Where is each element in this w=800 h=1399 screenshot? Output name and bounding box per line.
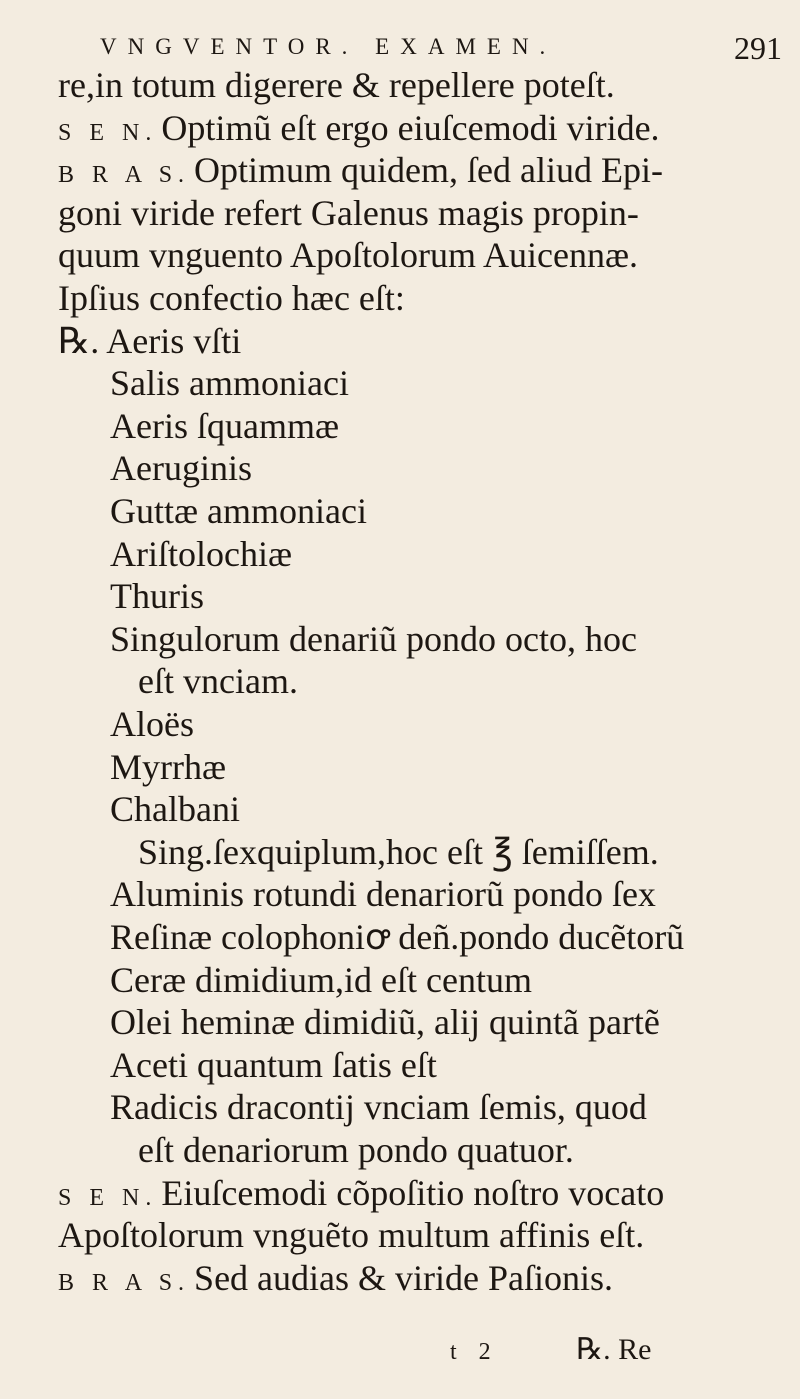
line-text: Radicis dracontij vnciam ſemis, quod — [110, 1087, 647, 1128]
line-text: quum vnguento Apoſtolorum Auicennæ. — [58, 235, 638, 276]
text-line — [58, 1257, 613, 1304]
line-text: Aloës — [110, 704, 194, 744]
text-line — [110, 618, 637, 660]
text-line — [138, 1129, 574, 1171]
catchword: ℞. Re — [576, 1333, 652, 1366]
line-text: Reſinæ colophoniꝍ deñ.pondo ducẽtorũ — [110, 917, 685, 957]
line-text: Aluminis rotundi denariorũ pondo ſex — [110, 874, 656, 915]
header-title: VNGVENTOR. EXAMEN. — [100, 34, 557, 59]
signature-mark: t 2 — [450, 1339, 499, 1365]
line-text: Aeruginis — [110, 448, 252, 489]
text-line — [110, 1044, 437, 1086]
line-text: Optimũ eſt ergo eiuſcemodi viride. — [161, 107, 660, 148]
line-text: Salis ammoniaci — [110, 363, 349, 404]
speaker-label: B R A S. — [58, 162, 191, 189]
text-line — [58, 277, 405, 319]
text-line — [58, 320, 241, 362]
text-line — [110, 916, 684, 958]
text-line — [138, 831, 659, 873]
text-line — [58, 107, 660, 154]
line-text: Apoſtolorum vnguẽto multum affinis eſt. — [58, 1215, 645, 1256]
line-text: re,in totum digerere & repellere poteſt. — [58, 65, 615, 105]
text-line — [110, 575, 204, 617]
text-line — [110, 788, 240, 830]
text-line — [58, 234, 638, 276]
text-line — [58, 192, 639, 234]
text-line — [58, 149, 663, 196]
page-number: 291 — [734, 30, 782, 66]
text-line — [110, 703, 194, 745]
text-line — [110, 447, 252, 489]
text-line — [110, 405, 339, 447]
line-text: Guttæ ammoniaci — [110, 491, 367, 531]
line-text: Thuris — [110, 576, 204, 617]
speaker-label: S E N. — [58, 119, 158, 146]
line-text: Optimum quidem, ſed aliud Epi- — [194, 150, 663, 191]
text-line — [110, 959, 532, 1001]
line-text: Myrrhæ — [110, 746, 226, 787]
line-text: goni viride refert Galenus magis propin- — [58, 192, 639, 233]
line-text: ℞. Aeris vſti — [58, 320, 242, 361]
line-text: Singulorum denariũ pondo octo, hoc — [110, 618, 637, 659]
text-line — [58, 1172, 664, 1219]
line-text: eſt denariorum pondo quatuor. — [138, 1130, 574, 1170]
text-line — [110, 533, 292, 575]
line-text: Olei heminæ dimidiũ, alij quintã partẽ — [110, 1002, 660, 1043]
text-line — [110, 873, 656, 915]
line-text: Sing.ſexquiplum,hoc eſt ℥ ſemiſſem. — [138, 831, 659, 872]
line-text: Aeris ſquammæ — [110, 405, 339, 446]
text-line — [110, 490, 367, 532]
line-text: Sed audias & viride Paſionis. — [194, 1257, 614, 1298]
line-text: Ariſtolochiæ — [110, 533, 292, 574]
line-text: eſt vnciam. — [138, 661, 298, 702]
speaker-label: B R A S. — [58, 1269, 191, 1296]
text-line — [110, 746, 226, 788]
speaker-label: S E N. — [58, 1184, 158, 1211]
line-text: Ceræ dimidium,id eſt centum — [110, 959, 532, 1000]
line-text: Ipſius confectio hæc eſt: — [58, 278, 405, 318]
text-line — [58, 64, 615, 106]
line-text: Eiuſcemodi cõpoſitio noſtro vocato — [161, 1172, 665, 1213]
text-line — [110, 1086, 647, 1128]
text-line — [110, 1001, 660, 1043]
text-line — [110, 362, 349, 404]
line-text: Chalbani — [110, 789, 240, 830]
line-text: Aceti quantum ſatis eſt — [110, 1044, 437, 1085]
text-line — [58, 1214, 644, 1256]
page-footer — [450, 1332, 651, 1367]
text-line — [138, 660, 298, 702]
